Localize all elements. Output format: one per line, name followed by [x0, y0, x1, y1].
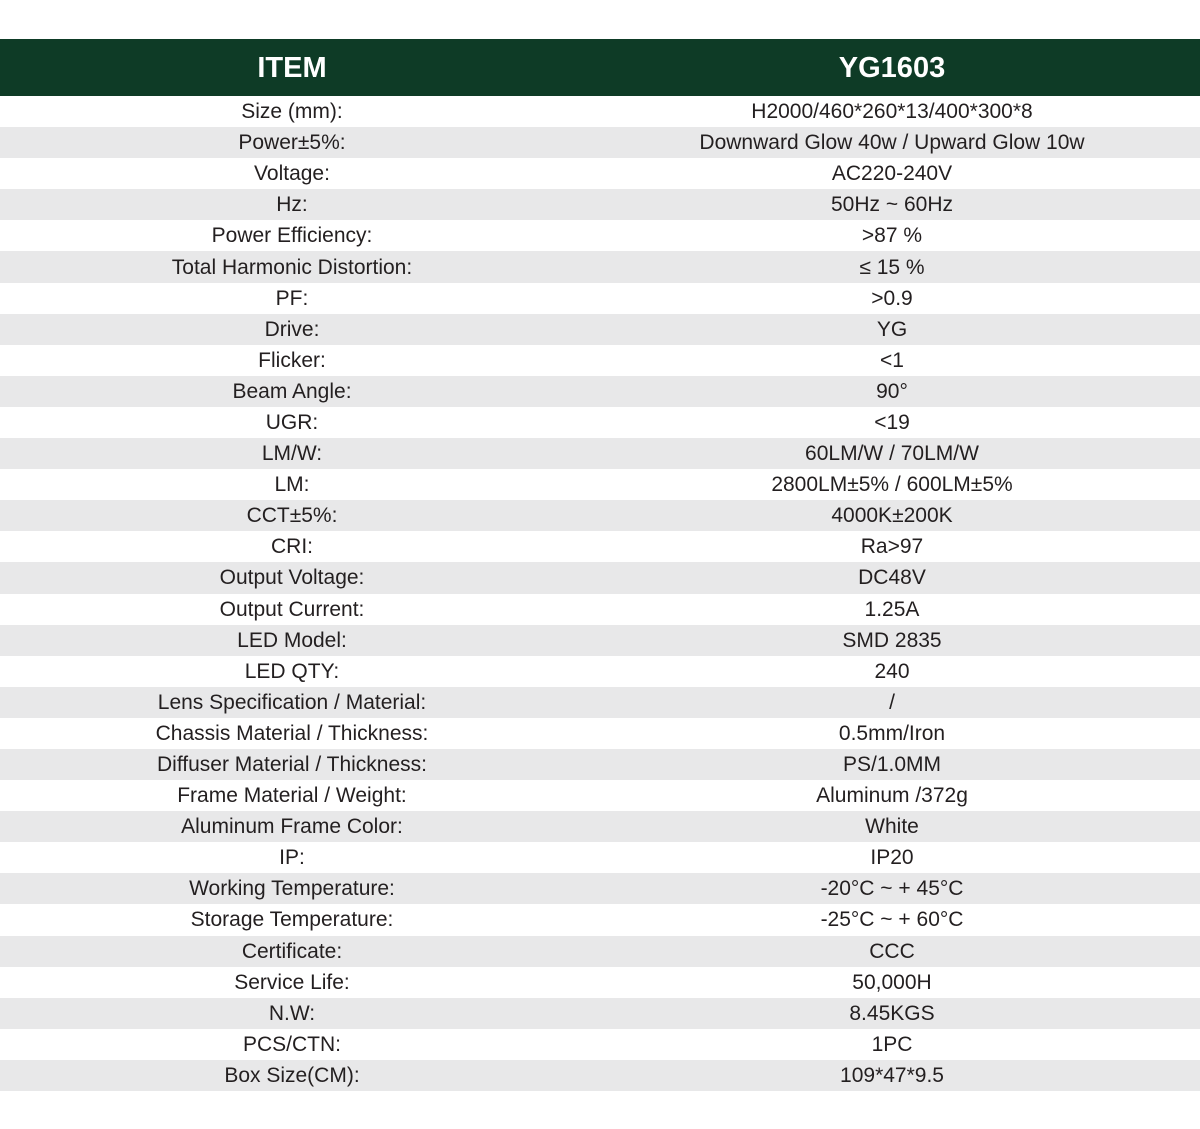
spec-value: Ra>97	[860, 535, 924, 559]
table-row	[0, 936, 1200, 967]
table-row	[0, 998, 1200, 1029]
spec-label: LED Model:	[237, 628, 347, 652]
header-item-cell: ITEM	[257, 52, 327, 84]
spec-value: -20°C ~ + 45°C	[820, 877, 964, 901]
spec-label: Power Efficiency:	[211, 224, 373, 248]
spec-label: Certificate:	[241, 939, 343, 963]
spec-label: Output Voltage:	[219, 566, 365, 590]
table-row	[0, 531, 1200, 562]
spec-value: 240	[874, 659, 910, 683]
spec-label: Hz:	[276, 193, 308, 217]
table-row	[0, 220, 1200, 251]
table-row	[0, 967, 1200, 998]
table-row	[0, 656, 1200, 687]
spec-label: Lens Specification / Material:	[157, 690, 427, 714]
spec-value: 50,000H	[852, 970, 932, 994]
spec-label: Drive:	[264, 317, 320, 341]
table-row	[0, 811, 1200, 842]
spec-value: Downward Glow 40w / Upward Glow 10w	[699, 131, 1085, 155]
table-row	[0, 314, 1200, 345]
spec-label: PF:	[275, 286, 309, 310]
spec-label: N.W:	[268, 1001, 316, 1025]
table-row	[0, 158, 1200, 189]
spec-label: Service Life:	[234, 970, 350, 994]
spec-value: SMD 2835	[842, 628, 942, 652]
table-row	[0, 594, 1200, 625]
spec-value: 2800LM±5% / 600LM±5%	[771, 473, 1013, 497]
table-row	[0, 1029, 1200, 1060]
spec-value: CCC	[869, 939, 915, 963]
spec-value: 8.45KGS	[849, 1001, 935, 1025]
spec-label: Power±5%:	[238, 131, 346, 155]
table-body	[0, 96, 1200, 1091]
spec-label: Voltage:	[254, 162, 330, 186]
spec-label: PCS/CTN:	[242, 1032, 341, 1056]
table-row	[0, 500, 1200, 531]
spec-value: >87 %	[861, 224, 923, 248]
spec-value: <1	[880, 348, 904, 372]
table-row	[0, 127, 1200, 158]
table-header	[0, 39, 1200, 96]
table-row	[0, 904, 1200, 935]
table-row	[0, 438, 1200, 469]
table-row	[0, 469, 1200, 500]
spec-label: Box Size(CM):	[224, 1063, 360, 1087]
spec-label: Total Harmonic Distortion:	[171, 255, 413, 279]
table-row	[0, 251, 1200, 282]
spec-value: >0.9	[871, 286, 913, 310]
spec-value: IP20	[870, 846, 914, 870]
spec-label: Aluminum Frame Color:	[181, 815, 403, 839]
spec-label: CRI:	[271, 535, 313, 559]
spec-label: LM:	[274, 473, 310, 497]
spec-value: ≤ 15 %	[859, 255, 925, 279]
spec-label: Frame Material / Weight:	[177, 784, 407, 808]
spec-label: Storage Temperature:	[190, 908, 394, 932]
spec-value: 0.5mm/Iron	[838, 721, 946, 745]
table-row	[0, 283, 1200, 314]
spec-label: Working Temperature:	[189, 877, 395, 901]
spec-value: YG	[876, 317, 908, 341]
table-row	[0, 189, 1200, 220]
table-row	[0, 96, 1200, 127]
table-row	[0, 873, 1200, 904]
spec-label: UGR:	[265, 410, 319, 434]
spec-label: LM/W:	[261, 442, 323, 466]
spec-label: Beam Angle:	[232, 379, 352, 403]
spec-table	[0, 39, 1200, 1091]
table-row	[0, 842, 1200, 873]
spec-value: AC220-240V	[831, 162, 953, 186]
table-row	[0, 780, 1200, 811]
spec-value: 90°	[876, 379, 908, 403]
spec-value: <19	[874, 410, 910, 434]
table-row	[0, 376, 1200, 407]
spec-label: Diffuser Material / Thickness:	[157, 753, 427, 777]
table-row	[0, 718, 1200, 749]
spec-value: DC48V	[858, 566, 926, 590]
spec-label: LED QTY:	[244, 659, 340, 683]
spec-label: Chassis Material / Thickness:	[155, 721, 429, 745]
spec-label: Size (mm):	[241, 100, 343, 124]
spec-value: H2000/460*260*13/400*300*8	[751, 100, 1033, 124]
spec-label: Output Current:	[219, 597, 365, 621]
table-row	[0, 625, 1200, 656]
spec-value: 1PC	[871, 1032, 913, 1056]
table-row	[0, 345, 1200, 376]
spec-value: -25°C ~ + 60°C	[820, 908, 964, 932]
spec-value: 1.25A	[864, 597, 920, 621]
table-row	[0, 749, 1200, 780]
spec-value: 50Hz ~ 60Hz	[831, 193, 953, 217]
spec-label: CCT±5%:	[246, 504, 338, 528]
spec-value: Aluminum /372g	[816, 784, 968, 808]
spec-value: 60LM/W / 70LM/W	[805, 442, 979, 466]
table-row	[0, 1060, 1200, 1091]
table-row	[0, 687, 1200, 718]
table-row	[0, 562, 1200, 593]
spec-label: Flicker:	[258, 348, 326, 372]
spec-value: 4000K±200K	[831, 504, 953, 528]
spec-value: PS/1.0MM	[842, 753, 942, 777]
header-model-cell: YG1603	[838, 52, 946, 84]
spec-label: IP:	[279, 846, 305, 870]
spec-value: White	[865, 815, 919, 839]
spec-value: /	[889, 690, 895, 714]
table-row	[0, 407, 1200, 438]
spec-value: 109*47*9.5	[840, 1063, 944, 1087]
